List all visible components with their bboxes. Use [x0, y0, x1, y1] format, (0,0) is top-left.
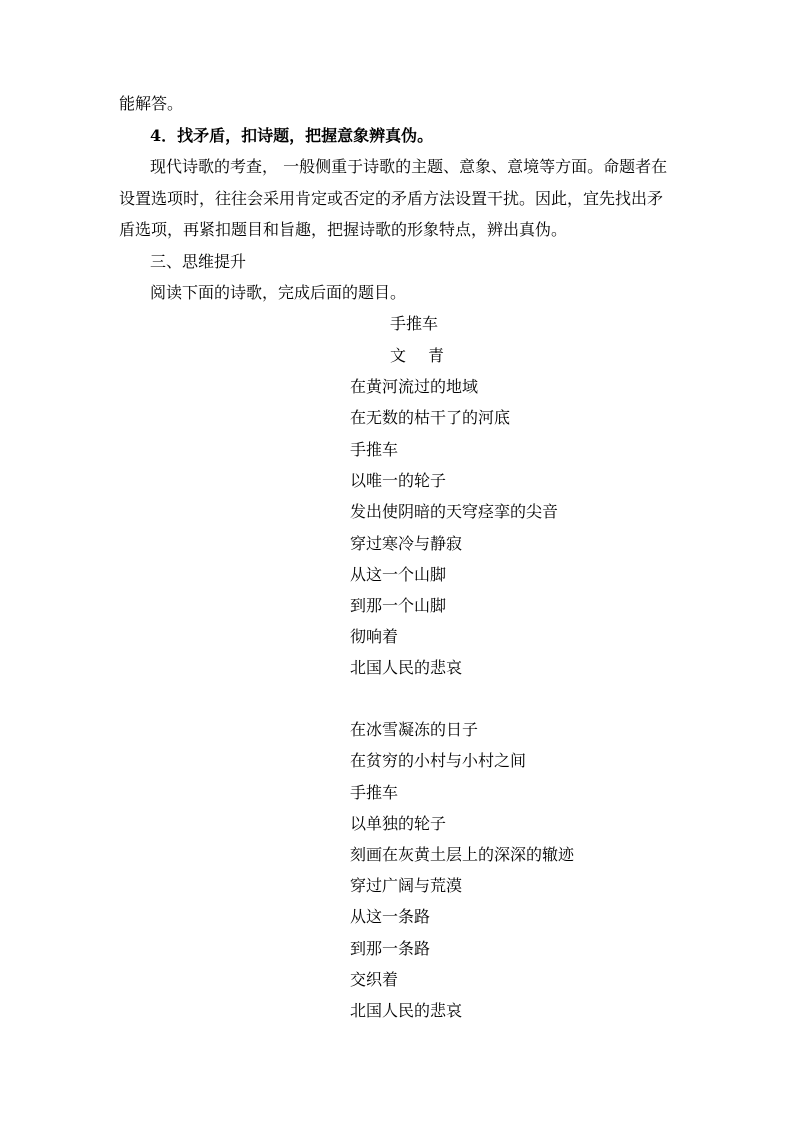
poem-line: 到那一条路	[350, 939, 431, 958]
poem-line: 以单独的轮子	[350, 814, 447, 833]
poem-line: 彻响着	[350, 627, 399, 646]
poem-line: 发出使阴暗的天穹痉挛的尖音	[350, 502, 559, 521]
poem-author-char-1: 文	[390, 346, 407, 365]
paragraph-line-3: 盾选项，再紧扣题目和旨趣，把握诗歌的形象特点，辨出真伪。	[119, 220, 568, 239]
poem-line: 从这一条路	[350, 907, 431, 926]
poem-line: 手推车	[350, 440, 399, 459]
poem-line: 以唯一的轮子	[350, 471, 447, 490]
poem-line: 穿过广阔与荒漠	[350, 876, 463, 895]
poem-line: 在无数的枯干了的河底	[350, 408, 511, 427]
poem-line: 刻画在灰黄土层上的深深的辙迹	[350, 845, 575, 864]
paragraph-tail: 能解答。	[119, 94, 184, 113]
poem-line: 穿过寒冷与静寂	[350, 534, 463, 553]
poem-line: 在黄河流过的地域	[350, 377, 479, 396]
poem-line: 在冰雪凝冻的日子	[350, 720, 479, 739]
paragraph-line-1: 现代诗歌的考查， 一般侧重于诗歌的主题、意象、意境等方面。命题者在	[150, 157, 668, 176]
poem-line: 到那一个山脚	[350, 596, 447, 615]
poem-line: 从这一个山脚	[350, 565, 447, 584]
poem-line: 北国人民的悲哀	[350, 1001, 463, 1020]
poem-line: 手推车	[350, 783, 399, 802]
point-heading-4: 4．找矛盾，扣诗题，把握意象辨真伪。	[150, 126, 434, 145]
poem-author-char-2: 青	[428, 346, 445, 365]
poem-line: 交织着	[350, 970, 399, 989]
poem-line: 在贫穷的小村与小村之间	[350, 751, 527, 770]
reading-instruction: 阅读下面的诗歌，完成后面的题目。	[150, 283, 407, 302]
poem-line: 北国人民的悲哀	[350, 658, 463, 677]
poem-title: 手推车	[390, 314, 439, 333]
section-heading-3: 三、思维提升	[150, 252, 247, 271]
paragraph-line-2: 设置选项时，往往会采用肯定或否定的矛盾方法设置干扰。因此，宜先找出矛	[119, 189, 664, 208]
poem-author	[390, 346, 444, 366]
